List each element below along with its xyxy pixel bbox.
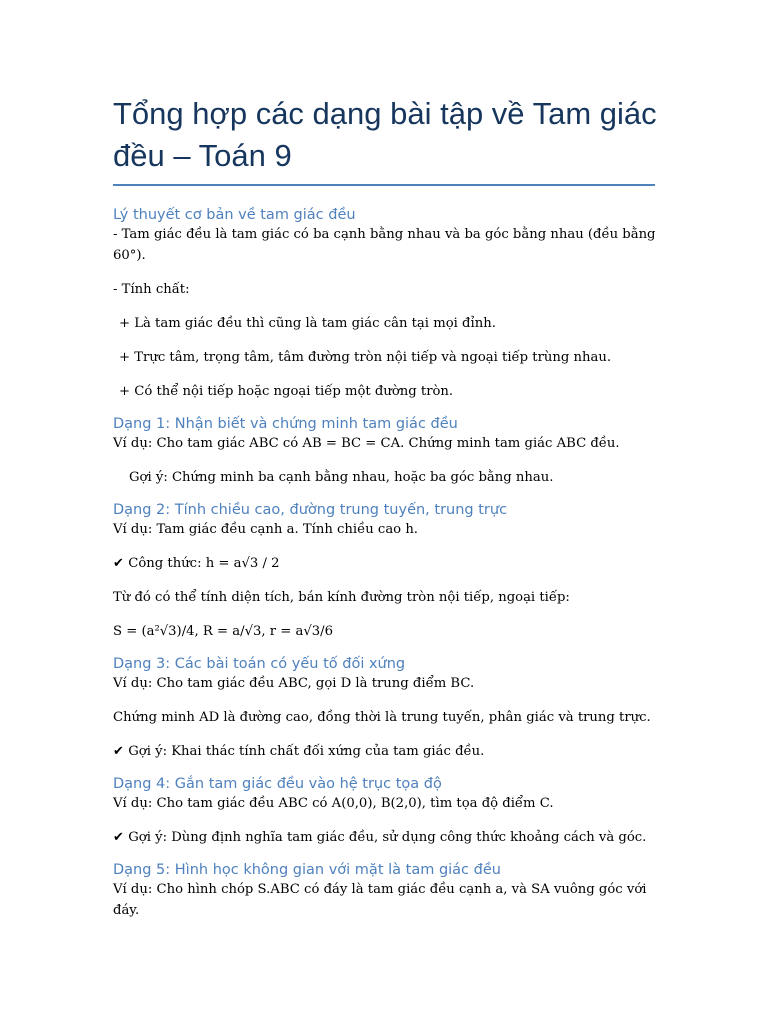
paragraph: Ví dụ: Cho tam giác đều ABC có A(0,0), B(2,0), tìm tọa độ điểm C. — [113, 796, 554, 811]
formula-paragraph: ✔ Công thức: h = a√3 / 2 — [113, 556, 280, 571]
paragraph: Từ đó có thể tính diện tích, bán kính đường tròn nội tiếp, ngoại tiếp: — [113, 590, 570, 605]
hint-paragraph: ✔ Gợi ý: Khai thác tính chất đối xứng của tam giác đều. — [113, 744, 485, 759]
section-heading-theory: Lý thuyết cơ bản về tam giác đều — [113, 207, 356, 223]
document-page — [113, 0, 657, 921]
formula-paragraph: S = (a²√3)/4, R = a/√3, r = a√3/6 — [113, 624, 333, 639]
section-heading-type-5: Dạng 5: Hình học không gian với mặt là tam giác đều — [113, 862, 501, 878]
document-title: Tổng hợp các dạng bài tập về Tam giác đều – Toán 9 — [113, 96, 657, 173]
title-underline — [113, 184, 655, 186]
paragraph: Ví dụ: Tam giác đều cạnh a. Tính chiều cao h. — [113, 522, 418, 537]
paragraph: - Tính chất: — [113, 282, 190, 297]
hint-paragraph: Gợi ý: Chứng minh ba cạnh bằng nhau, hoặc ba góc bằng nhau. — [129, 470, 554, 485]
section-heading-type-1: Dạng 1: Nhận biết và chứng minh tam giác đều — [113, 416, 458, 432]
paragraph: Ví dụ: Cho hình chóp S.ABC có đáy là tam giác đều cạnh a, và SA vuông góc với đáy. — [113, 882, 647, 918]
paragraph: Chứng minh AD là đường cao, đồng thời là trung tuyến, phân giác và trung trực. — [113, 710, 651, 725]
paragraph: Ví dụ: Cho tam giác ABC có AB = BC = CA. Chứng minh tam giác ABC đều. — [113, 436, 620, 451]
section-heading-type-2: Dạng 2: Tính chiều cao, đường trung tuyến, trung trực — [113, 502, 508, 518]
bullet-item: + Trực tâm, trọng tâm, tâm đường tròn nội tiếp và ngoại tiếp trùng nhau. — [119, 350, 612, 365]
hint-paragraph: ✔ Gợi ý: Dùng định nghĩa tam giác đều, sử dụng công thức khoảng cách và góc. — [113, 830, 647, 845]
bullet-item: + Có thể nội tiếp hoặc ngoại tiếp một đường tròn. — [119, 384, 454, 399]
paragraph: Ví dụ: Cho tam giác đều ABC, gọi D là trung điểm BC. — [113, 676, 475, 691]
section-heading-type-3: Dạng 3: Các bài toán có yếu tố đối xứng — [113, 656, 406, 672]
section-heading-type-4: Dạng 4: Gắn tam giác đều vào hệ trục tọa độ — [113, 776, 442, 792]
paragraph: - Tam giác đều là tam giác có ba cạnh bằng nhau và ba góc bằng nhau (đều bằng 60°). — [113, 227, 656, 263]
bullet-item: + Là tam giác đều thì cũng là tam giác cân tại mọi đỉnh. — [119, 316, 496, 331]
